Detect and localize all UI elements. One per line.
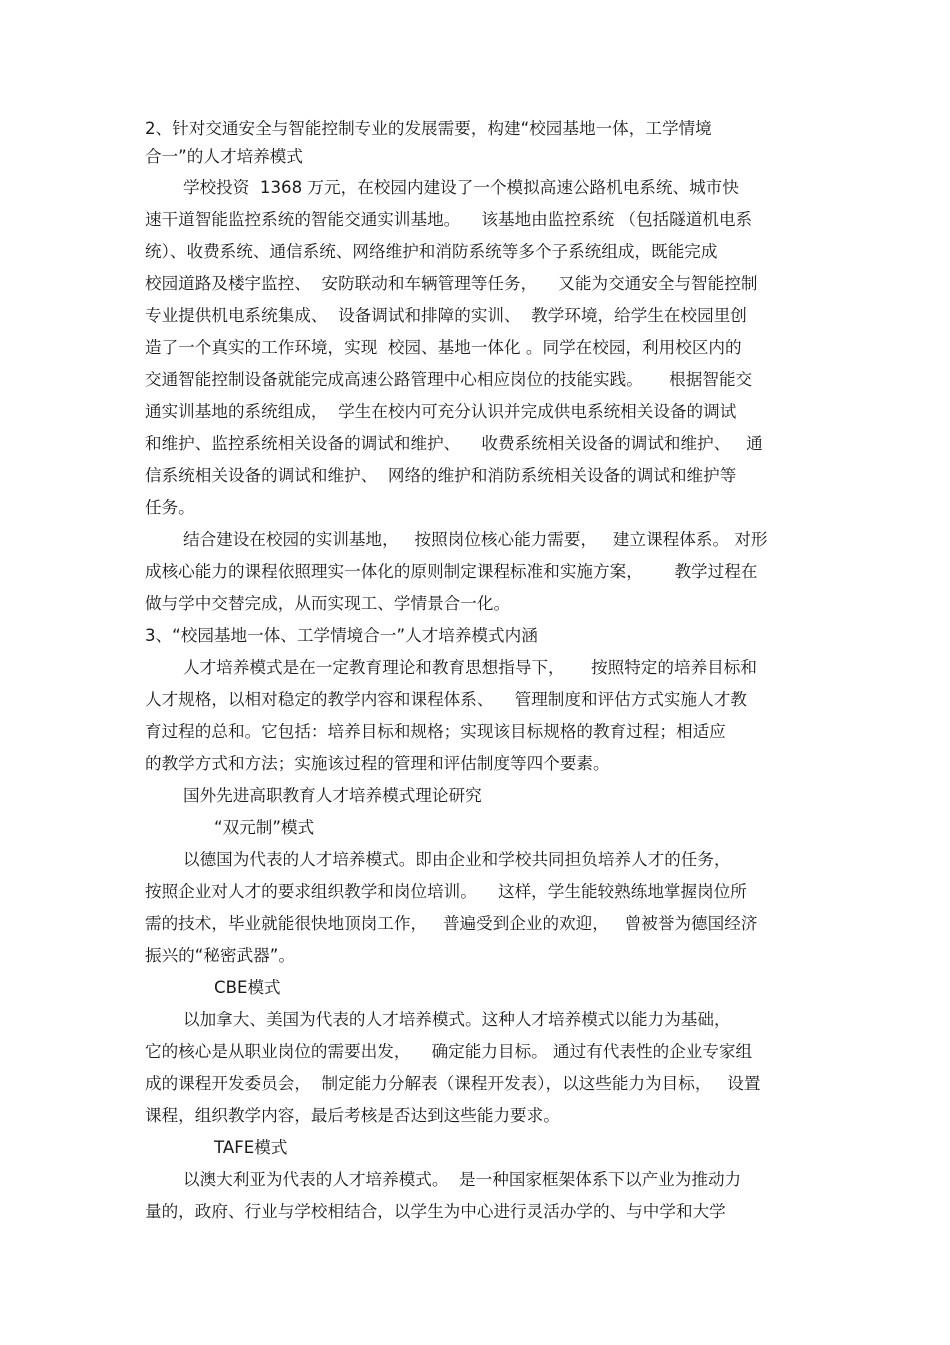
para-line: 统）、收费系统、通信系统、网络维护和消防系统等多个子系统组成，既能完成 <box>145 242 718 261</box>
para-line: 量的，政府、行业与学校相结合，以学生为中心进行灵活办学的、与中学和大学 <box>145 1202 726 1221</box>
para-line: 专业提供机电系统集成、 设备调试和排障的实训、 教学环境，给学生在校园里创 <box>145 306 747 325</box>
para-line: 以加拿大、美国为代表的人才培养模式。这种人才培养模式以能力为基础， <box>183 1010 731 1029</box>
para-line: 通实训基地的系统组成， 学生在校内可充分认识并完成供电系统相关设备的调试 <box>145 402 737 421</box>
para-line: 信系统相关设备的调试和维护、 网络的维护和消防系统相关设备的调试和维护等 <box>145 466 737 485</box>
subsection-title-tafe: TAFE模式 <box>214 1138 288 1157</box>
para-line: 课程，组织教学内容，最后考核是否达到这些能力要求。 <box>145 1106 560 1125</box>
para-line: 需的技术，毕业就能很快地顶岗工作， 普遍受到企业的欢迎， 曾被誉为德国经济 <box>145 914 758 933</box>
para-line: 人才规格，以相对稳定的教学内容和课程体系、 管理制度和评估方式实施人才教 <box>145 690 747 709</box>
para-line: 交通智能控制设备就能完成高速公路管理中心相应岗位的技能实践。 根据智能交 <box>145 370 753 389</box>
heading-2-cont: 合一”的人才培养模式 <box>145 147 303 166</box>
para-line: 造了一个真实的工作环境，实现 校园、基地一体化 。同学在校园，利用校区内的 <box>145 338 742 357</box>
subsection-title-dual: “双元制”模式 <box>214 818 315 837</box>
para-line: 按照企业对人才的要求组织教学和岗位培训。 这样，学生能较熟练地掌握岗位所 <box>145 882 747 901</box>
para-line: 做与学中交替完成，从而实现工、学情景合一化。 <box>145 594 511 613</box>
subsection-title-cbe: CBE模式 <box>214 978 281 997</box>
heading-2: 2、针对交通安全与智能控制专业的发展需要，构建“校园基地一体，工学情境 <box>145 119 712 138</box>
para-line: 的教学方式和方法；实施该过程的管理和评估制度等四个要素。 <box>145 754 610 773</box>
para-line: 结合建设在校园的实训基地， 按照岗位核心能力需要， 建立课程体系。 对形 <box>183 530 768 549</box>
para-line: 学校投资 1368 万元，在校园内建设了一个模拟高速公路机电系统、城市快 <box>183 178 739 197</box>
para-line: 成的课程开发委员会， 制定能力分解表（课程开发表），以这些能力为目标， 设置 <box>145 1074 761 1093</box>
section-title: 国外先进高职教育人才培养模式理论研究 <box>183 786 482 805</box>
para-line: 以澳大利亚为代表的人才培养模式。 是一种国家框架体系下以产业为推动力 <box>183 1170 742 1189</box>
para-line: 速干道智能监控系统的智能交通实训基地。 该基地由监控系统 （包括隧道机电系 <box>145 210 753 229</box>
heading-3: 3、“校园基地一体、工学情境合一”人才培养模式内涵 <box>145 626 538 645</box>
para-line: 人才培养模式是在一定教育理论和教育思想指导下， 按照特定的培养目标和 <box>183 658 757 677</box>
para-line: 它的核心是从职业岗位的需要出发， 确定能力目标。 通过有代表性的企业专家组 <box>145 1042 753 1061</box>
para-line: 成核心能力的课程依照理实一体化的原则制定课程标准和实施方案， 教学过程在 <box>145 562 758 581</box>
para-line: 校园道路及楼宇监控、 安防联动和车辆管理等任务， 又能为交通安全与智能控制 <box>145 274 758 293</box>
para-line: 育过程的总和。它包括：培养目标和规格；实现该目标规格的教育过程；相适应 <box>145 722 726 741</box>
para-line: 振兴的“秘密武器”。 <box>145 946 295 965</box>
para-line: 任务。 <box>145 498 195 517</box>
para-line: 以德国为代表的人才培养模式。即由企业和学校共同担负培养人才的任务， <box>183 850 731 869</box>
para-line: 和维护、监控系统相关设备的调试和维护、 收费系统相关设备的调试和维护、 通 <box>145 434 763 453</box>
